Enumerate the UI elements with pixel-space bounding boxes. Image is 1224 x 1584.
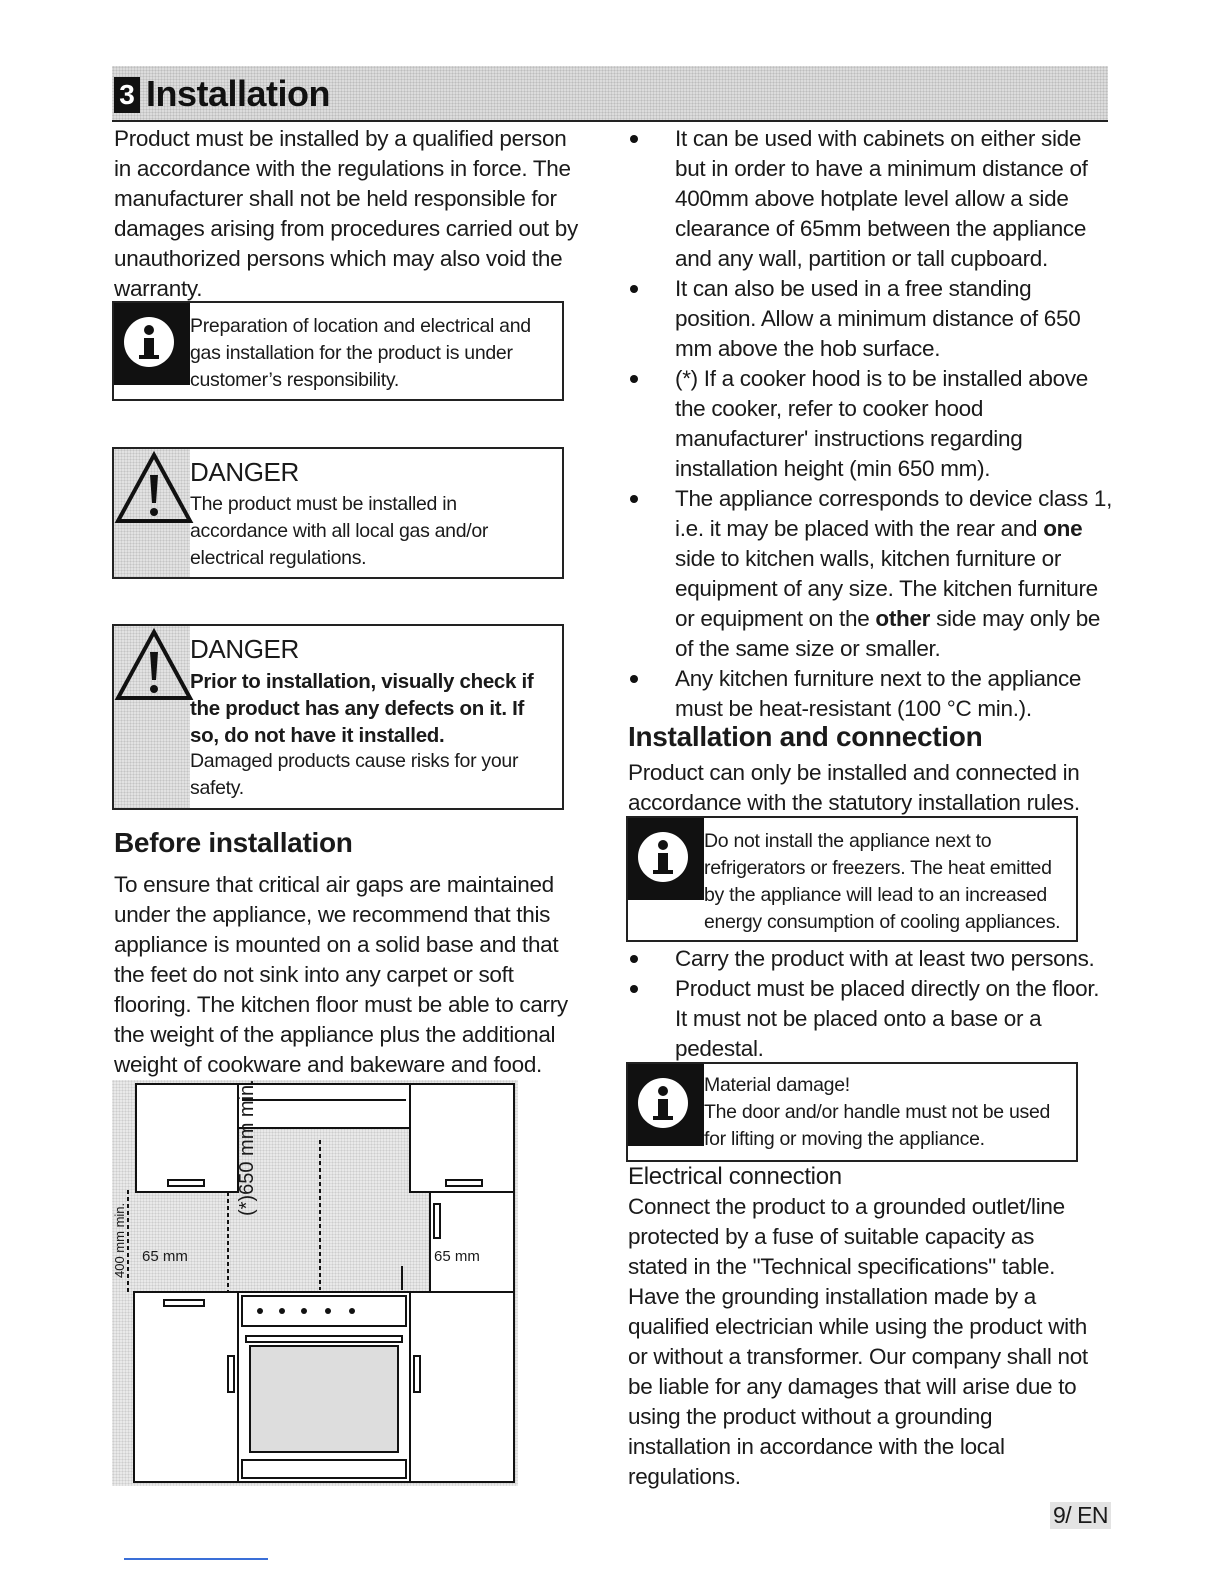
warning-triangle-icon <box>114 449 194 531</box>
info-note-location <box>112 301 564 401</box>
list-item: It can be used with cabinets on either side but in order to have a minimum distance of 400mm above hotplate level allow a side clearance of 65mm between the appliance and any wall, partition or tall cupboard. <box>628 124 1114 274</box>
installation-bullet-list <box>628 124 1114 724</box>
electrical-connection-text: Connect the product to a grounded outlet/line protected by a fuse of suitable capacity as stated in the "Technical specifications" table. Have the grounding installation made by a qualified electrician while using the product with or without a transformer. Our company shall not be liable for any damages that will arise due to using the product without a grounding installation in accordance with the local regulations. <box>628 1194 1088 1489</box>
info-icon <box>628 818 704 900</box>
list-item: The appliance corresponds to device class 1, i.e. it may be placed with the rear and one side to kitchen walls, kitchen furniture or equipment of any size. The kitchen furniture or equipment on the other side may only be of the same size or smaller. <box>628 484 1114 664</box>
list-item: It can also be used in a free standing position. Allow a minimum distance of 650 mm above the hob surface. <box>628 274 1114 364</box>
info-note-refrigerators <box>626 816 1078 942</box>
footer-link-mark <box>124 1558 268 1560</box>
danger-title: DANGER <box>190 457 299 487</box>
info-icon <box>114 303 190 385</box>
vertical-clearance-label: 400 mm min. <box>112 1202 127 1278</box>
installation-connection-heading: Installation and connection <box>628 721 983 752</box>
info-note-text: Preparation of location and electrical and gas installation for the product is under customer’s responsibility. <box>190 315 531 391</box>
chapter-number: 3 <box>114 77 140 113</box>
danger-text: Damaged products cause risks for your safety. <box>190 750 519 799</box>
kitchen-clearance-drawing <box>112 1080 518 1486</box>
carry-bullet-list <box>628 944 1114 1064</box>
height-clearance-label: (*)650 mm min. <box>236 1079 258 1216</box>
page-number: 9/ EN <box>1050 1502 1111 1529</box>
info-icon <box>628 1064 704 1146</box>
warning-triangle-icon <box>114 626 194 708</box>
before-installation-text: To ensure that critical air gaps are maintained under the appliance, we recommend that this appliance is mounted on a solid base and that the feet do not sink into any carpet or soft flooring. The kitchen floor must be able to carry the weight of the appliance plus the additional weight of cookware and bakeware and food. <box>114 872 568 1077</box>
side-clearance-left: 65 mm <box>142 1248 188 1265</box>
info-note-material-damage <box>626 1062 1078 1162</box>
danger-box-regulations <box>112 447 564 579</box>
info-note-title: Material damage! <box>704 1074 850 1096</box>
section-header <box>112 66 1108 122</box>
installation-connection-text: Product can only be installed and connected in accordance with the statutory installation rules. <box>628 760 1080 815</box>
danger-text: The product must be installed in accordance with all local gas and/or electrical regulations. <box>190 493 489 569</box>
side-clearance-right: 65 mm <box>434 1248 480 1265</box>
list-item: (*) If a cooker hood is to be installed above the cooker, refer to cooker hood manufacturer' instructions regarding installation height (min 650 mm). <box>628 364 1114 484</box>
list-item: Product must be placed directly on the floor. It must not be placed onto a base or a pedestal. <box>628 974 1114 1064</box>
before-installation-heading: Before installation <box>114 827 353 858</box>
list-item: Any kitchen furniture next to the appliance must be heat-resistant (100 °C min.). <box>628 664 1114 724</box>
danger-bold-text: Prior to installation, visually check if the product has any defects on it. If so, do not have it installed. <box>190 670 534 747</box>
intro-paragraph: Product must be installed by a qualified person in accordance with the regulations in force. The manufacturer shall not be held responsible for damages arising from procedures carried out by unauthorized persons which may also void the warranty. <box>114 126 578 301</box>
danger-title: DANGER <box>190 634 299 664</box>
danger-box-defects <box>112 624 564 810</box>
list-item: Carry the product with at least two persons. <box>628 944 1114 974</box>
installation-diagram <box>112 1080 518 1486</box>
info-note-text: Do not install the appliance next to refrigerators or freezers. The heat emitted by the appliance will lead to an increased energy consumption of cooling appliances. <box>704 830 1061 933</box>
electrical-connection-heading: Electrical connection <box>628 1163 842 1190</box>
info-note-text: The door and/or handle must not be used for lifting or moving the appliance. <box>704 1101 1051 1150</box>
section-title: Installation <box>146 73 331 114</box>
